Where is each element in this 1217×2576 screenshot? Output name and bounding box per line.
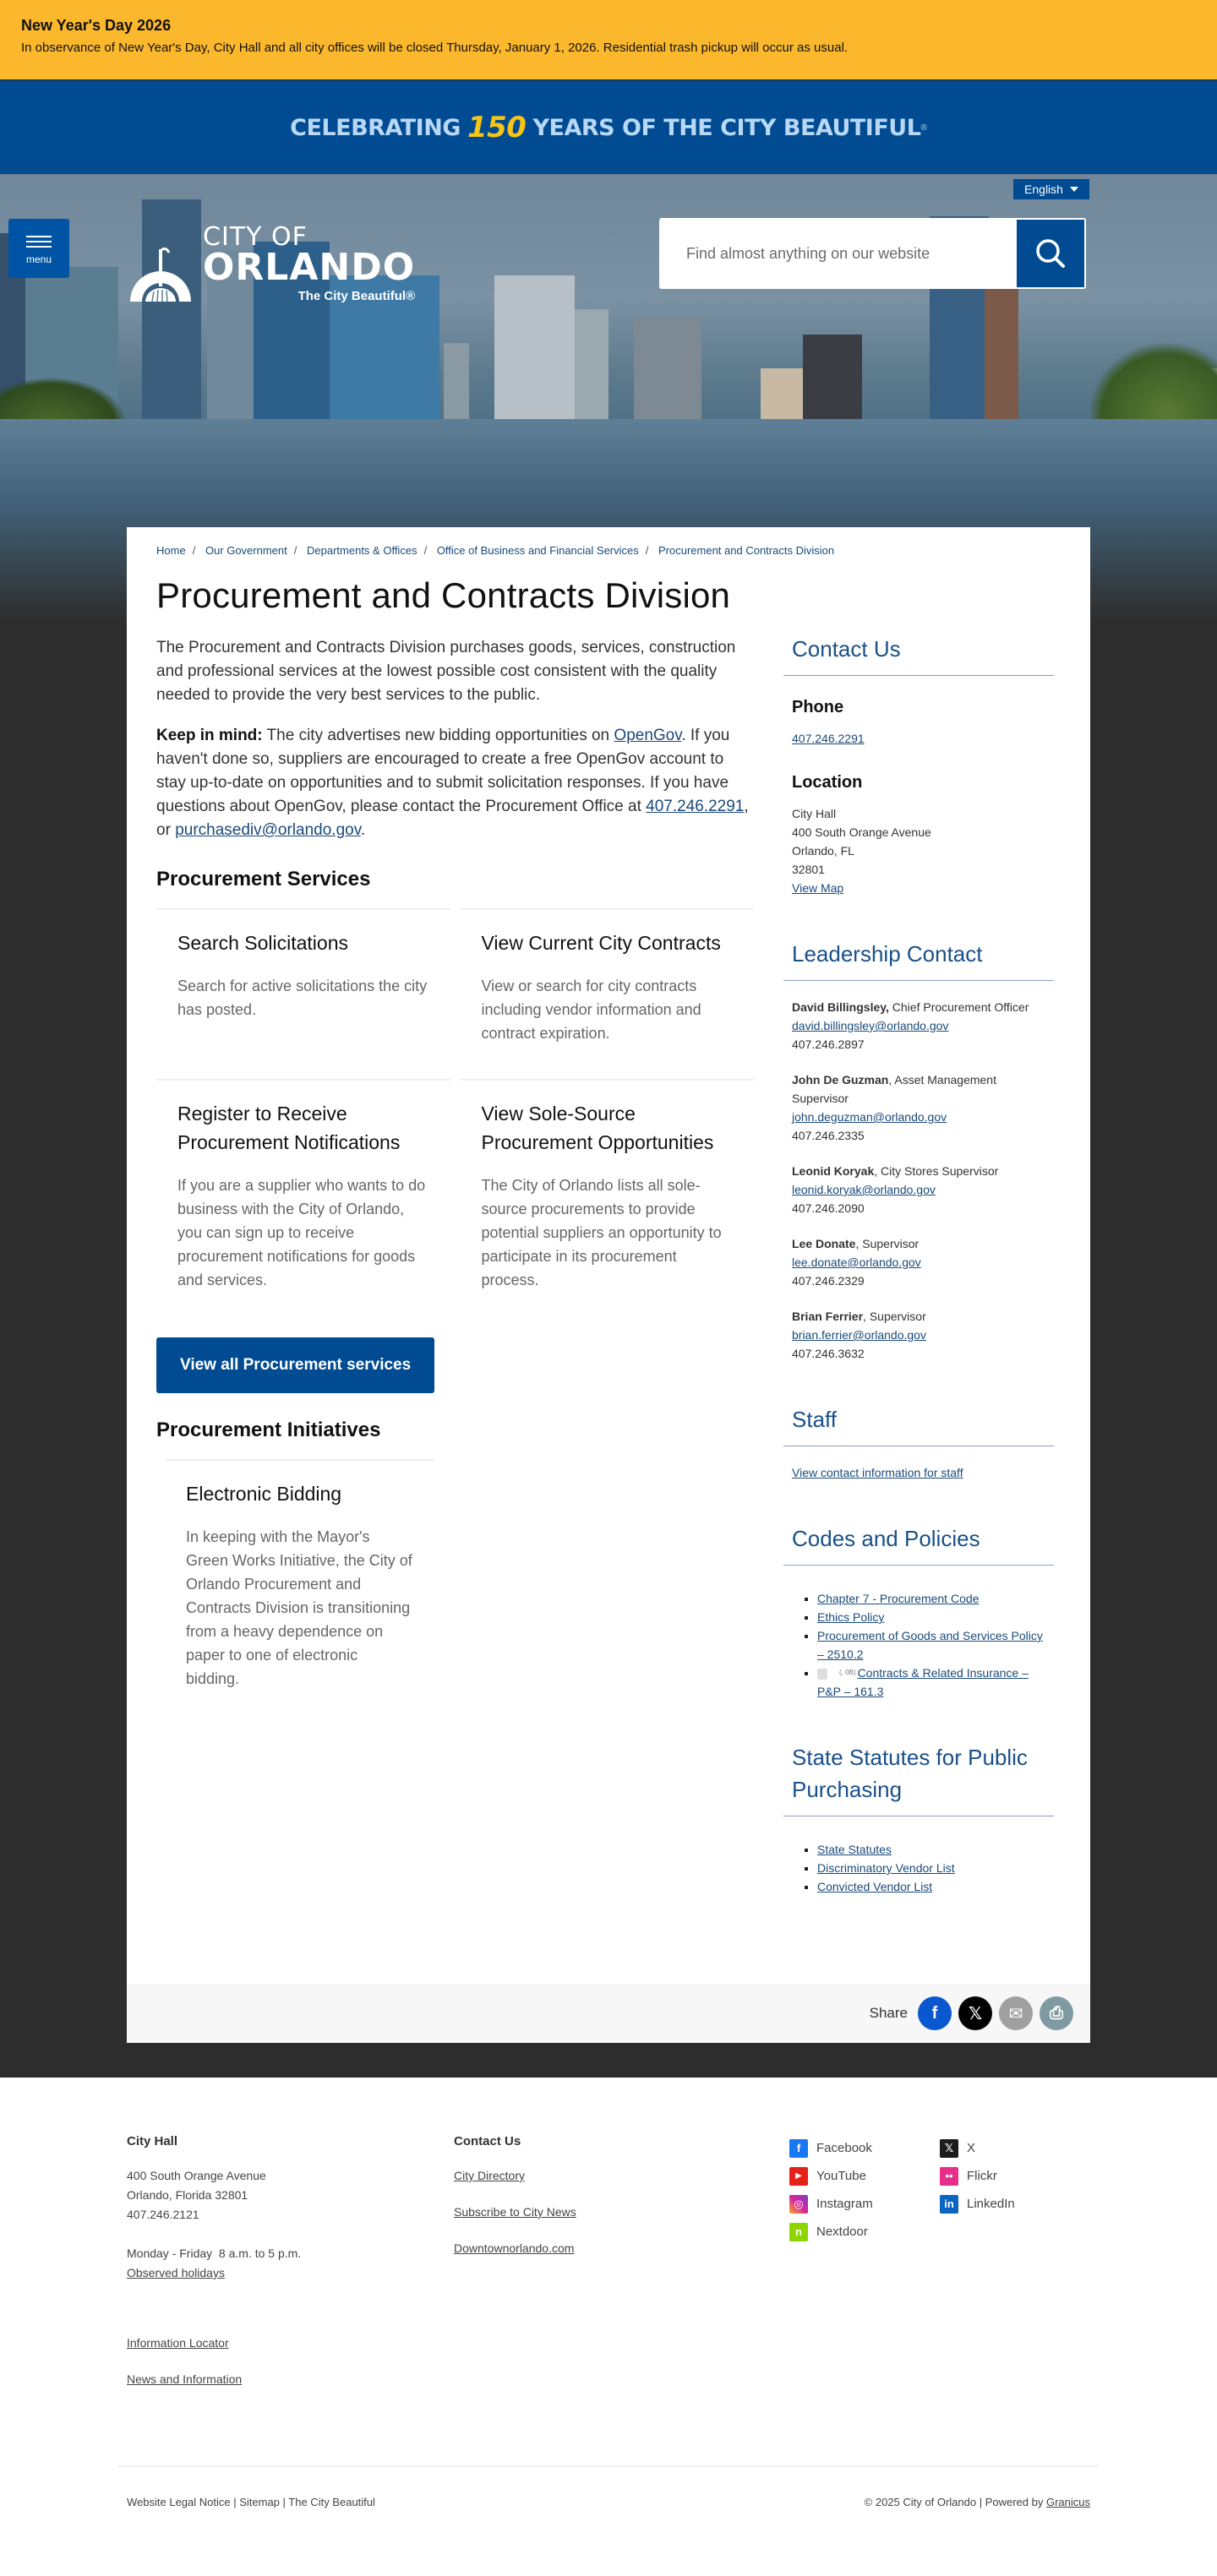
service-card-desc: If you are a supplier who wants to do business with the City of Orlando, you can sign up to receive procurement notifications for goods and services. bbox=[177, 1177, 426, 1288]
keep-in-mind-text: . bbox=[360, 821, 366, 839]
city-logo[interactable] bbox=[127, 222, 416, 303]
leadership-section bbox=[783, 938, 1054, 1363]
social-flickr-link[interactable] bbox=[940, 2166, 1067, 2186]
footer-bottom bbox=[118, 2465, 1099, 2576]
observed-holidays-link[interactable]: Observed holidays bbox=[127, 2266, 225, 2279]
location-label: Location bbox=[792, 773, 863, 792]
codes-list bbox=[792, 1589, 1045, 1701]
statutes-heading: State Statutes for Public Purchasing bbox=[783, 1741, 1054, 1816]
alert-message: In observance of New Year's Day, City Hall and all city offices will be closed Thursday, January 1, 2026. Residential trash pickup will occur as usual. bbox=[21, 41, 849, 55]
search-input[interactable] bbox=[659, 218, 1015, 289]
footer-address-line: 400 South Orange Avenue bbox=[127, 2169, 266, 2182]
city-hall-dome-icon bbox=[127, 246, 194, 303]
view-map-link[interactable]: View Map bbox=[792, 881, 844, 895]
instagram-icon: ◎ bbox=[789, 2195, 808, 2214]
celebration-prefix: CELEBRATING bbox=[290, 114, 461, 141]
footer-phone: 407.246.2121 bbox=[127, 2208, 199, 2221]
footer-contact bbox=[454, 2132, 789, 2389]
breadcrumb-our-government[interactable]: Our Government bbox=[205, 544, 287, 557]
social-label: YouTube bbox=[816, 2169, 866, 2183]
social-facebook-link[interactable] bbox=[789, 2138, 940, 2158]
contact-phone-link[interactable]: 407.246.2291 bbox=[792, 732, 865, 745]
leader-phone: 407.246.3632 bbox=[792, 1347, 865, 1360]
footer-legal-links: Website Legal Notice | Sitemap | The City Beautiful bbox=[127, 2496, 375, 2508]
footer-social bbox=[789, 2132, 1067, 2389]
dark-divider bbox=[0, 2042, 1217, 2078]
share-x-button[interactable] bbox=[958, 1996, 992, 2030]
leader-phone: 407.246.2335 bbox=[792, 1129, 865, 1142]
opengov-link[interactable]: OpenGov bbox=[614, 727, 682, 744]
service-card-sole-source[interactable] bbox=[461, 1079, 755, 1326]
service-card-title: View Sole-Source Procurement Opportunities bbox=[481, 1103, 714, 1153]
city-beautiful-link[interactable]: The City Beautiful bbox=[288, 2496, 375, 2508]
social-nextdoor-link[interactable] bbox=[789, 2222, 940, 2241]
contact-heading: Contact Us bbox=[783, 633, 1054, 676]
site-search bbox=[659, 218, 1086, 289]
legal-notice-link[interactable]: Website Legal Notice bbox=[127, 2496, 231, 2508]
social-label: LinkedIn bbox=[967, 2197, 1015, 2211]
service-card-view-contracts[interactable] bbox=[461, 908, 755, 1079]
granicus-link[interactable]: Granicus bbox=[1045, 2496, 1090, 2508]
address-line: 400 South Orange Avenue bbox=[792, 825, 931, 839]
code-link[interactable]: Ethics Policy bbox=[817, 1610, 885, 1624]
code-link[interactable]: Procurement of Goods and Services Policy – 2510.2 bbox=[817, 1629, 1043, 1661]
staff-heading: Staff bbox=[783, 1403, 1054, 1446]
celebration-suffix: YEARS OF THE CITY BEAUTIFUL bbox=[532, 114, 921, 141]
breadcrumb-departments[interactable]: Departments & Offices bbox=[307, 544, 417, 557]
document-icon bbox=[817, 1669, 827, 1680]
logo-city-of: CITY OF bbox=[203, 222, 308, 252]
location-address bbox=[792, 804, 1045, 897]
leader-name: Leonid Koryak bbox=[792, 1164, 875, 1178]
downtown-orlando-link[interactable]: Downtownorlando.com bbox=[454, 2241, 575, 2255]
social-instagram-link[interactable] bbox=[789, 2194, 940, 2214]
menu-button[interactable] bbox=[8, 219, 69, 278]
main-content bbox=[156, 557, 754, 1936]
service-card-title: View Current City Contracts bbox=[481, 932, 721, 954]
social-label: Nextdoor bbox=[816, 2225, 868, 2239]
staff-section bbox=[783, 1403, 1054, 1482]
keep-in-mind-text: The city advertises new bidding opportunities on bbox=[262, 727, 614, 744]
print-icon: ⎙ bbox=[1050, 2003, 1063, 2023]
menu-label: menu bbox=[25, 253, 52, 265]
share-bar bbox=[127, 1984, 1090, 2043]
procurement-email-link[interactable]: purchasediv@orlando.gov bbox=[175, 821, 361, 839]
caret-down-icon bbox=[1070, 187, 1078, 192]
facebook-icon: f bbox=[931, 2003, 938, 2023]
page-title: Procurement and Contracts Division bbox=[156, 575, 731, 615]
breadcrumb-current[interactable]: Procurement and Contracts Division bbox=[658, 544, 835, 557]
keep-in-mind-label: Keep in mind: bbox=[156, 727, 263, 744]
email-icon: ✉ bbox=[1008, 2004, 1023, 2023]
language-label: English bbox=[1024, 182, 1063, 196]
leader-role: , City Stores Supervisor bbox=[874, 1164, 999, 1178]
information-locator-link[interactable]: Information Locator bbox=[127, 2336, 229, 2350]
footer-copyright bbox=[865, 2496, 1090, 2508]
service-card-desc: The City of Orlando lists all sole-source procurements to provide potential suppliers an opportunity to participate in its procurement process. bbox=[481, 1177, 722, 1288]
content-panel bbox=[127, 527, 1090, 2043]
celebration-banner[interactable] bbox=[0, 79, 1217, 174]
leader-role: , Supervisor bbox=[863, 1310, 926, 1323]
alert-title: New Year's Day 2026 bbox=[21, 17, 172, 34]
leader-contact bbox=[792, 1307, 1045, 1363]
keep-in-mind-paragraph bbox=[156, 724, 754, 842]
statute-link[interactable]: State Statutes bbox=[817, 1843, 892, 1856]
logo-tagline: The City Beautiful® bbox=[297, 289, 416, 303]
leader-role: Chief Procurement Officer bbox=[888, 1000, 1029, 1014]
sitemap-link[interactable]: Sitemap bbox=[239, 2496, 280, 2508]
alert-banner bbox=[0, 0, 1217, 79]
share-facebook-button[interactable] bbox=[918, 1996, 952, 2030]
footer-contact-heading: Contact Us bbox=[454, 2134, 521, 2148]
leader-phone: 407.246.2329 bbox=[792, 1274, 865, 1288]
leader-contact bbox=[792, 1234, 1045, 1290]
social-label: Facebook bbox=[816, 2141, 872, 2155]
breadcrumb-home[interactable]: Home bbox=[156, 544, 186, 557]
leader-contact bbox=[792, 998, 1045, 1054]
initiative-card-electronic-bidding[interactable] bbox=[165, 1459, 435, 1724]
statute-link[interactable]: Discriminatory Vendor List bbox=[817, 1861, 955, 1875]
leader-phone: 407.246.2897 bbox=[792, 1037, 865, 1051]
language-selector[interactable] bbox=[1013, 179, 1089, 199]
leadership-heading: Leadership Contact bbox=[783, 938, 1054, 981]
service-card-search-solicitations[interactable] bbox=[156, 908, 450, 1079]
footer-hours: Monday - Friday 8 a.m. to 5 p.m. bbox=[127, 2247, 302, 2260]
statute-link[interactable]: Convicted Vendor List bbox=[817, 1880, 933, 1893]
footer-address-line: Orlando, Florida 32801 bbox=[127, 2188, 248, 2202]
leader-name: David Billingsley, bbox=[792, 1000, 889, 1014]
contact-section bbox=[783, 633, 1054, 897]
share-email-button[interactable] bbox=[999, 1996, 1033, 2030]
footer-city-hall bbox=[127, 2132, 454, 2389]
codes-section bbox=[783, 1522, 1054, 1701]
copyright-text: © 2025 City of Orlando | Powered by bbox=[864, 2496, 1046, 2508]
leader-role: , Asset Management Supervisor bbox=[792, 1073, 996, 1105]
address-line: City Hall bbox=[792, 807, 837, 820]
share-label: Share bbox=[869, 2005, 908, 2021]
phone-label: Phone bbox=[792, 698, 844, 716]
intro-paragraph: The Procurement and Contracts Division purchases goods, services, construction and professional services at the lowest possible cost consistent with the quality needed to provide the very best services to the public. bbox=[156, 639, 736, 704]
x-icon: 𝕏 bbox=[968, 2004, 983, 2023]
codes-heading: Codes and Policies bbox=[783, 1522, 1054, 1566]
leader-email-link[interactable]: david.billingsley@orlando.gov bbox=[792, 1019, 949, 1032]
address-line: Orlando, FL bbox=[792, 844, 854, 858]
leader-name: John De Guzman bbox=[792, 1073, 889, 1086]
celebration-number: 150 bbox=[467, 111, 527, 144]
footer-city-hall-heading: City Hall bbox=[127, 2134, 178, 2148]
breadcrumb: Home / Our Government / Departments & Offices / Office of Business and Financial Services / Procurement and Contracts Division bbox=[156, 544, 835, 557]
keep-in-mind-text: , or bbox=[156, 798, 749, 839]
print-button[interactable] bbox=[1040, 1996, 1073, 2030]
leader-contact bbox=[792, 1162, 1045, 1217]
nextdoor-icon: n bbox=[789, 2223, 808, 2241]
address-line: 32801 bbox=[792, 863, 825, 876]
leader-contact bbox=[792, 1070, 1045, 1145]
logo-orlando: ORLANDO bbox=[203, 246, 416, 289]
leader-email-link[interactable]: lee.donate@orlando.gov bbox=[792, 1255, 921, 1269]
statutes-list bbox=[792, 1840, 1045, 1896]
x-icon: 𝕏 bbox=[940, 2139, 958, 2158]
code-link[interactable]: Chapter 7 - Procurement Code bbox=[817, 1592, 980, 1605]
leader-email-link[interactable]: john.deguzman@orlando.gov bbox=[792, 1110, 947, 1124]
social-youtube-link[interactable] bbox=[789, 2166, 940, 2186]
site-footer bbox=[0, 2078, 1217, 2576]
staff-contact-link[interactable]: View contact information for staff bbox=[792, 1466, 963, 1479]
social-linkedin-link[interactable] bbox=[940, 2194, 1067, 2214]
service-card-register-notifications[interactable] bbox=[156, 1079, 450, 1326]
leader-email-link[interactable]: brian.ferrier@orlando.gov bbox=[792, 1328, 926, 1342]
code-link[interactable]: Contracts & Related Insurance – P&P – 161.3 bbox=[817, 1666, 1029, 1698]
procurement-phone-link[interactable]: 407.246.2291 bbox=[646, 798, 745, 815]
service-card-title: Register to Receive Procurement Notifications bbox=[177, 1103, 401, 1153]
linkedin-icon: in bbox=[940, 2195, 958, 2214]
hamburger-icon bbox=[26, 232, 52, 251]
celebration-mark: ® bbox=[920, 123, 927, 133]
social-label: Instagram bbox=[816, 2197, 873, 2211]
file-size: (, 0B) bbox=[839, 1669, 856, 1676]
leader-name: Lee Donate bbox=[792, 1237, 856, 1250]
leader-name: Brian Ferrier bbox=[792, 1310, 864, 1323]
statutes-section bbox=[783, 1741, 1054, 1896]
keep-in-mind-text: . If you haven't done so, suppliers are encouraged to create a free OpenGov account to stay up-to-date on opportunities and to submit solicitation responses. If you have questions about OpenGov, please contact the Procurement Office at bbox=[156, 727, 730, 815]
initiative-card-title: Electronic Bidding bbox=[186, 1483, 342, 1505]
service-card-title: Search Solicitations bbox=[177, 932, 348, 954]
facebook-icon: f bbox=[789, 2139, 808, 2158]
initiative-card-desc: In keeping with the Mayor's Green Works Initiative, the City of Orlando Procurement and Contracts Division is transitioning from a heavy dependence on paper to one of electronic bidding. bbox=[186, 1528, 412, 1687]
initiatives-heading: Procurement Initiatives bbox=[156, 1419, 381, 1441]
subscribe-news-link[interactable]: Subscribe to City News bbox=[454, 2205, 576, 2219]
breadcrumb-business-financial[interactable]: Office of Business and Financial Services bbox=[436, 544, 639, 557]
search-button[interactable] bbox=[1017, 220, 1084, 287]
view-all-services-button[interactable]: View all Procurement services bbox=[156, 1337, 434, 1393]
service-card-desc: View or search for city contracts including vendor information and contract expiration. bbox=[481, 978, 701, 1042]
leader-role: , Supervisor bbox=[855, 1237, 920, 1250]
youtube-icon: ▶ bbox=[789, 2167, 808, 2186]
sidebar bbox=[783, 557, 1054, 1936]
social-label: X bbox=[967, 2141, 976, 2155]
services-grid bbox=[156, 908, 754, 1326]
news-information-link[interactable]: News and Information bbox=[127, 2372, 243, 2386]
social-label: Flickr bbox=[967, 2169, 997, 2183]
leader-email-link[interactable]: leonid.koryak@orlando.gov bbox=[792, 1183, 936, 1196]
services-heading: Procurement Services bbox=[156, 868, 371, 890]
city-directory-link[interactable]: City Directory bbox=[454, 2169, 526, 2182]
leader-phone: 407.246.2090 bbox=[792, 1201, 865, 1215]
flickr-icon: •• bbox=[940, 2167, 958, 2186]
social-x-link[interactable] bbox=[940, 2138, 1067, 2158]
service-card-desc: Search for active solicitations the city has posted. bbox=[177, 978, 428, 1018]
search-icon bbox=[1034, 237, 1067, 270]
